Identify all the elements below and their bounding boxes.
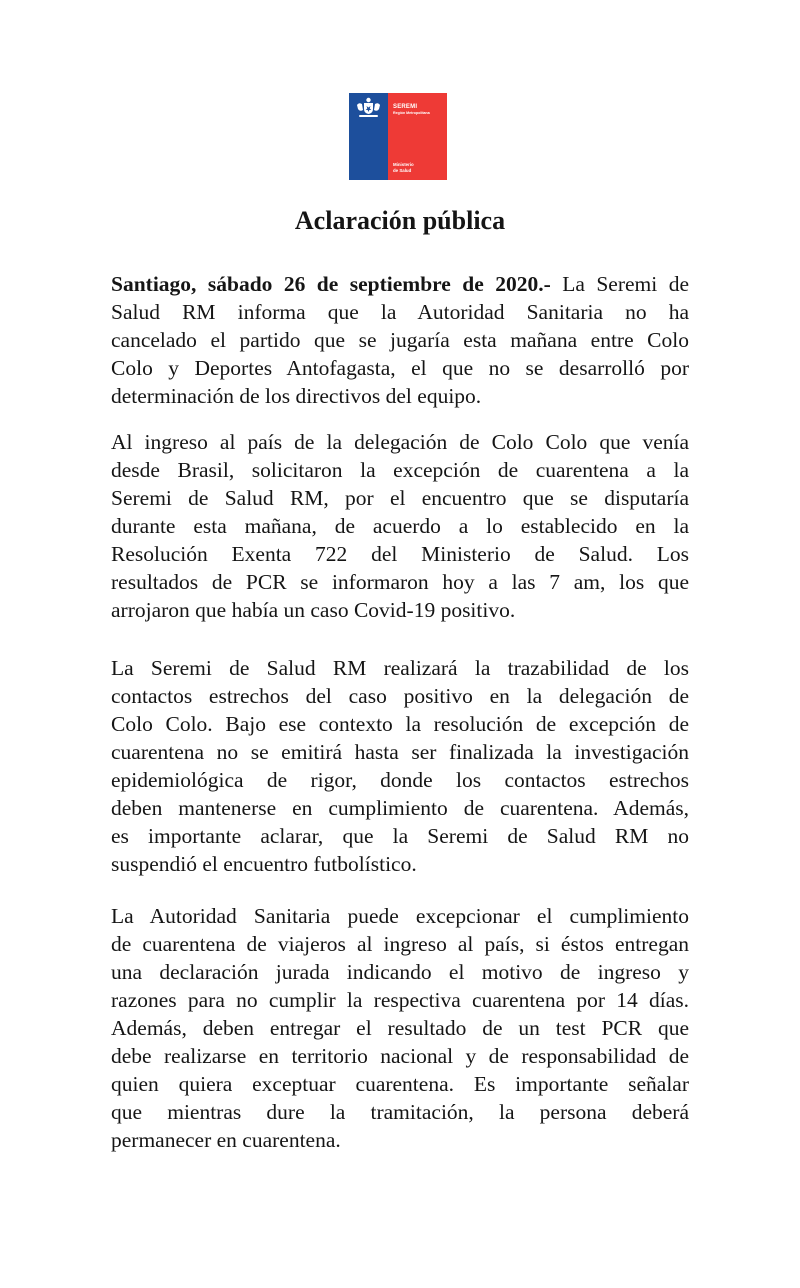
paragraph-line: Seremi de Salud RM, por el encuentro que se disputaría: [111, 486, 689, 510]
paragraph-line: epidemiológica de rigor, donde los contactos estrechos: [111, 768, 689, 792]
paragraph-line: de cuarentena de viajeros al ingreso al país, si éstos entregan: [111, 932, 689, 956]
paragraph-line: La Seremi de Salud RM realizará la trazabilidad de los: [111, 656, 689, 680]
paragraph-4: [111, 902, 689, 1154]
logo-title: SEREMI: [393, 104, 418, 110]
paragraph-line: Además, deben entregar el resultado de un test PCR que: [111, 1016, 689, 1040]
paragraph-line: Resolución Exenta 722 del Ministerio de Salud. Los: [111, 542, 689, 566]
paragraph-line: razones para no cumplir la respectiva cuarentena por 14 días.: [111, 988, 689, 1012]
paragraph-line: Salud RM informa que la Autoridad Sanitaria no ha: [111, 300, 689, 324]
paragraph-line: Colo Colo. Bajo ese contexto la resolución de excepción de: [111, 712, 689, 736]
paragraph-2: [111, 428, 689, 624]
chile-coat-of-arms-icon: [354, 97, 383, 119]
paragraph-line: Santiago, sábado 26 de septiembre de 2020.- La Seremi de: [111, 272, 689, 296]
paragraph-line: determinación de los directivos del equipo.: [111, 384, 482, 408]
paragraph-line: Al ingreso al país de la delegación de Colo Colo que venía: [111, 430, 689, 454]
paragraph-1: [111, 270, 689, 410]
logo-ministry-line-1: Ministerio: [393, 162, 414, 167]
paragraph-line: suspendió el encuentro futbolístico.: [111, 852, 417, 876]
paragraph-line: permanecer en cuarentena.: [111, 1128, 341, 1152]
paragraph-line: La Autoridad Sanitaria puede excepcionar el cumplimiento: [111, 904, 689, 928]
document-title: Aclaración pública: [294, 206, 506, 235]
paragraph-line: resultados de PCR se informaron hoy a las 7 am, los que: [111, 570, 689, 594]
logo-red-panel: [388, 93, 447, 180]
paragraph-line: contactos estrechos del caso positivo en la delegación de: [111, 684, 689, 708]
logo-subtitle: Región Metropolitana: [393, 111, 430, 115]
paragraph-line: quien quiera exceptuar cuarentena. Es importante señalar: [111, 1072, 689, 1096]
logo-ministry-line-2: de Salud: [393, 167, 412, 173]
paragraph-line: cuarentena no se emitirá hasta ser finalizada la investigación: [111, 740, 689, 764]
logo-ministry: [393, 162, 414, 173]
paragraph-line: que mientras dure la tramitación, la persona deberá: [111, 1100, 689, 1124]
paragraph-line: es importante aclarar, que la Seremi de Salud RM no: [111, 824, 689, 848]
logo-blue-panel: [349, 93, 388, 180]
paragraph-3: [111, 654, 689, 878]
paragraph-line: durante esta mañana, de acuerdo a lo establecido en la: [111, 514, 689, 538]
paragraph-line: desde Brasil, solicitaron la excepción de cuarentena a la: [111, 458, 689, 482]
paragraph-line: Colo y Deportes Antofagasta, el que no se desarrolló por: [111, 356, 689, 380]
paragraph-line: debe realizarse en territorio nacional y de responsabilidad de: [111, 1044, 689, 1068]
paragraph-line: deben mantenerse en cumplimiento de cuarentena. Además,: [111, 796, 689, 820]
seremi-logo: [349, 93, 447, 180]
paragraph-line: una declaración jurada indicando el motivo de ingreso y: [111, 960, 689, 984]
paragraph-line: cancelado el partido que se jugaría esta mañana entre Colo: [111, 328, 689, 352]
dateline: Santiago, sábado 26 de septiembre de 2020.-: [111, 272, 551, 296]
paragraph-line: arrojaron que había un caso Covid-19 positivo.: [111, 598, 516, 622]
